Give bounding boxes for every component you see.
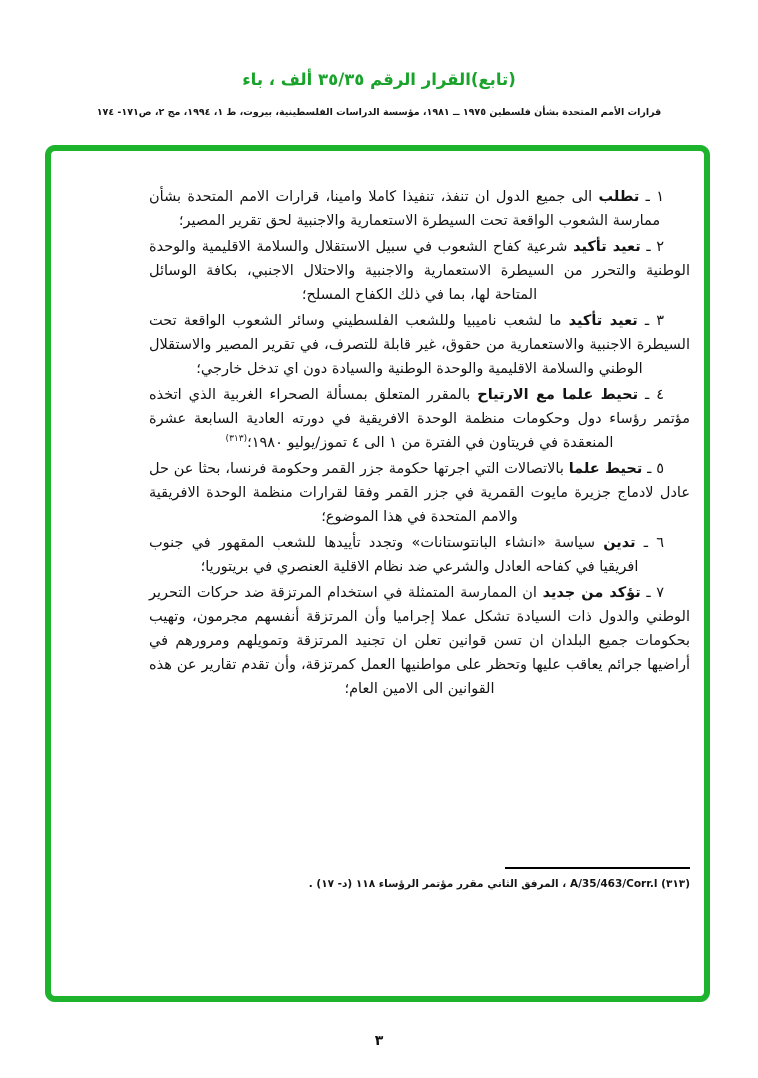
resolution-paragraph: ٢ ـ تعيد تأكيد شرعية كفاح الشعوب في سبيل الاستقلال والسلامة الاقليمية والوحدة الوطنية والتحرر من السيطرة الاستعمارية والاجنبية والاحتلال الاجنبي، بكافة الوسائل المتاحة لها، بما في ذلك الكفاح المسلح؛ (149, 239, 690, 303)
footnote-block (149, 867, 690, 892)
paragraph-lead-word: تؤكد من جديد (542, 585, 641, 601)
source-citation-line: قرارات الأمم المتحدة بشأن فلسطين ١٩٧٥ ــ ١٩٨١، مؤسسة الدراسات الفلسطينية، بيروت، ط ١، ١٩٩٤، مج ٢، ص١٧١- ١٧٤ (96, 107, 662, 118)
paragraph-number: ٦ ـ (635, 535, 665, 551)
paragraph-number: ٧ ـ (640, 585, 664, 601)
paragraph-lead-word: تطلب (598, 189, 640, 205)
page-title: (تابع)القرار الرقم ٣٥/٣٥ ألف ، باء (242, 70, 516, 89)
resolution-paragraph: ٧ ـ تؤكد من جديد ان الممارسة المتمثلة في استخدام المرتزقة ضد حركات التحرير الوطني والدول ذات السيادة تشكل عملا إجراميا وأن المرتزقة أنفسهم مجرمون، وتهيب بحكومات جميع البلدان ان تسن قوانين تعلن ان تجنيد المرتزقة وتمويلهم ومرورهم في أراضيها جرائم يعاقب عليها وتحظر على مواطنيها العمل كمرتزقة، وأن تقدم تقارير عن هذه القوانين الى الامين العام؛ (149, 585, 690, 697)
footnote-marker: (٣١٣) (661, 878, 690, 890)
resolution-paragraph: ٤ ـ تحيط علما مع الارتياح بالمقرر المتعلق بمسألة الصحراء الغربية الذي اتخذه مؤتمر رؤساء دول وحكومات منظمة الوحدة الافريقية في دورته العادية السابعة عشرة المنعقدة في فريتاون في الفترة من ١ الى ٤ تموز/يوليو ١٩٨٠؛$^{(٣١٣)}$ (149, 387, 690, 451)
paragraph-list (149, 183, 690, 703)
paragraph-number: ٣ ـ (637, 313, 664, 329)
footnote-reference: A/35/463/Corr.l (569, 878, 658, 890)
footnote-line (149, 876, 690, 892)
paragraph-lead-word: تعيد تأكيد (573, 239, 641, 255)
paragraph-number: ٢ ـ (640, 239, 665, 255)
page-number: ٣ (374, 1033, 384, 1049)
footnote-superscript: (٣١٣) (225, 434, 248, 445)
paragraph-number: ٤ ـ (638, 387, 664, 403)
paragraph-number: ١ ـ (639, 189, 665, 205)
footnote-rule (505, 867, 690, 869)
resolution-paragraph: ١ ـ تطلب الى جميع الدول ان تنفذ، تنفيذا كاملا وامينا، قرارات الامم المتحدة بشأن ممارسة الشعوب الواقعة تحت السيطرة الاستعمارية والاجنبية لحق تقرير المصير؛ (149, 189, 665, 229)
paragraph-lead-word: تحيط علما مع الارتياح (477, 387, 639, 403)
resolution-paragraph: ٣ ـ تعيد تأكيد ما لشعب ناميبيا وللشعب الفلسطيني وسائر الشعوب الواقعة تحت السيطرة الاجنبية والاستعمارية من حقوق، غير قابلة للتصرف، في تقرير المصير والاستقلال الوطني والسلامة الاقليمية والوحدة الوطنية والسيادة دون اي تدخل خارجي؛ (149, 313, 690, 377)
resolution-paragraph: ٥ ـ تحيط علما بالاتصالات التي اجرتها حكومة جزر القمر وحكومة فرنسا، بحثا عن حل عادل لادماج جزيرة مايوت القمرية في جزر القمر وفقا لقرارات منظمة الوحدة الافريقية والامم المتحدة في هذا الموضوع؛ (149, 461, 690, 525)
paragraph-lead-word: تعيد تأكيد (568, 313, 638, 329)
paragraph-number: ٥ ـ (642, 461, 664, 477)
paragraph-lead-word: تدين (603, 535, 636, 551)
resolution-paragraph: ٦ ـ تدين سياسة «انشاء البانتوستانات» وتجدد تأييدها للشعب المقهور في جنوب افريقيا في كفاحه العادل والشرعي ضد نظام الاقلية العنصري في بريتوريا؛ (149, 535, 665, 575)
resolution-border-box (45, 145, 710, 1002)
footnote-text: ، المرفق الثاني مقرر مؤتمر الرؤساء ١١٨ (د- ١٧) . (308, 878, 567, 890)
paragraph-lead-word: تحيط علما (568, 461, 643, 477)
